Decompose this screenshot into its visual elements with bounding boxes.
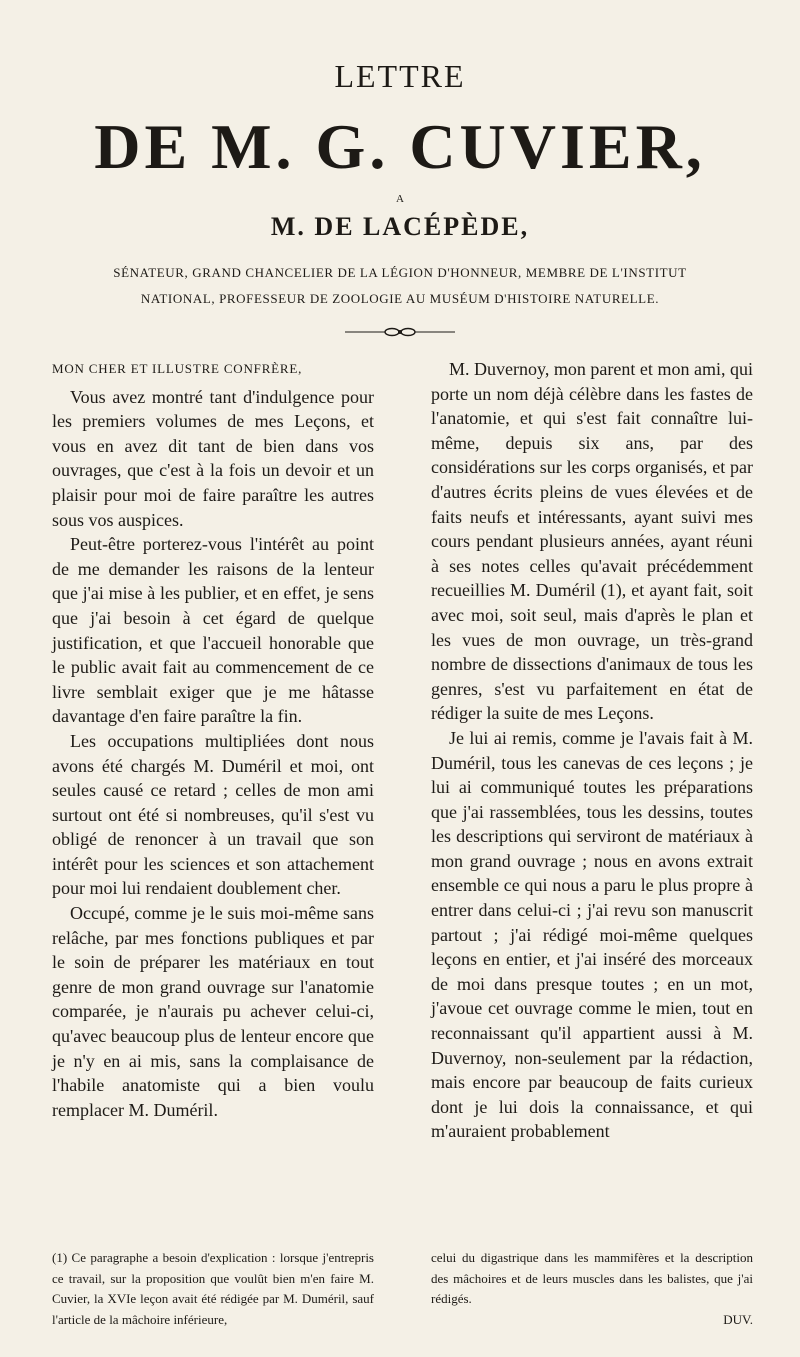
salutation: MON CHER ET ILLUSTRE CONFRÈRE, <box>52 361 303 376</box>
paragraph: Vous avez montré tant d'indulgence pour les premiers volumes de mes Leçons, et vous en avez dit tant de bien dans vos ouvrages, que c'est à la fois un devoir et un plaisir pour moi de faire paraître les autres sous vos auspices. <box>52 386 374 530</box>
paragraph: Les occupations multipliées dont nous avons été chargés M. Duméril et moi, ont seules causé ce retard ; celles de mon ami surtout ont été si nombreuses, qu'il s'est vu obligé de renoncer à un travail que son intérêt pour les sciences et son attachement pour moi lui rendaient doublement cher. <box>52 730 374 899</box>
paragraph: Occupé, comme je le suis moi-même sans relâche, par mes fonctions publiques et par le soin de préparer les matériaux en tout genre de mon grand ouvrage sur l'anatomie comparée, je n'aurais pu achever celui-ci, qu'avec beaucoup plus de lenteur encore que je n'y en ai mis, sans la complaisance de l'habile anatomiste qui a bien voulu remplacer M. Duméril. <box>52 903 374 1120</box>
footnote-text-continued: celui du digastrique dans les mammifères et la description des mâchoires et de leurs muscles dans les balistes, que j'ai rédigés. <box>431 1250 753 1306</box>
letter-left-column <box>52 357 374 1122</box>
paragraph: M. Duvernoy, mon parent et mon ami, qui porte un nom déjà célèbre dans les fastes de l'anatomie, et qui s'est fait connaître lui-même, depuis six ans, par des considérations sur les corps organisés, et par d'autres écrits pleins de vues élevées et de faits neufs et intéressants, ayant suivi mes cours pendant plusieurs années, ayant réuni à ses notes celles qu'avait précédemment recueillies M. Duméril (1), et ayant fait, soit avec moi, soit seul, mais d'après le plan et les vues de mon ouvrage, un très-grand nombre de dissections d'animaux de tous les genres, s'est vu parfaitement en état de rédiger la suite de mes Leçons. <box>431 359 753 724</box>
title-preposition: A <box>396 193 404 205</box>
ornamental-rule <box>345 326 455 338</box>
paragraph: Peut-être porterez-vous l'intérêt au point de me demander les raisons de la lenteur que j'ai mise à les publier, et en effet, je sens que j'ai besoin à cet égard de quelque justification, et que l'accueil honorable que le public avait fait au commencement de ce livre semblait exiger que je me hâtasse davantage d'en faire paraître la fin. <box>52 534 374 727</box>
footnote-signature: DUV. <box>723 1311 753 1327</box>
footnote-text: (1) Ce paragraphe a besoin d'explication : lorsque j'entrepris ce travail, sur la proposition que voulût bien m'en faire M. Cuvier, la XVIe leçon avait été rédigée par M. Duméril, sauf l'article de la mâchoire inférieure, <box>52 1250 374 1327</box>
title-recipient: M. DE LACÉPÈDE, <box>270 212 530 241</box>
letter-right-column <box>431 357 753 1144</box>
recipient-titles <box>0 260 800 312</box>
footnote-right <box>431 1248 753 1330</box>
title-author: DE M. G. CUVIER, <box>94 111 706 182</box>
title-lettre: LETTRE <box>334 58 466 94</box>
footnote-left <box>52 1248 374 1330</box>
paragraph: Je lui ai remis, comme je l'avais fait à M. Duméril, tous les canevas de ces leçons ; je lui ai communiqué toutes les préparations que j'ai rassemblées, tous les dessins, toutes les descriptions qui serviront de matériaux à mon grand ouvrage ; nous en avons extrait ensemble ce qui nous a paru le plus propre à entrer dans celui-ci ; j'ai revu son manuscrit partout ; j'ai rédigé moi-même quelques leçons en entier, et j'ai inséré des morceaux de moi dans presque toutes ; en un mot, j'avoue cet ouvrage comme le mien, tout en reconnaissant qu'il appartient aussi à M. Duvernoy, non-seulement par la rédaction, mais encore par beaucoup de faits curieux dont je lui dois la connaissance, et qui m'auraient probablement <box>431 727 753 1142</box>
recipient-titles-text: SÉNATEUR, GRAND CHANCELIER DE LA LÉGION D'HONNEUR, MEMBRE DE L'INSTITUT NATIONAL, PROFESSEUR DE ZOOLOGIE AU MUSÉUM D'HISTOIRE NATURELLE. <box>113 265 687 306</box>
